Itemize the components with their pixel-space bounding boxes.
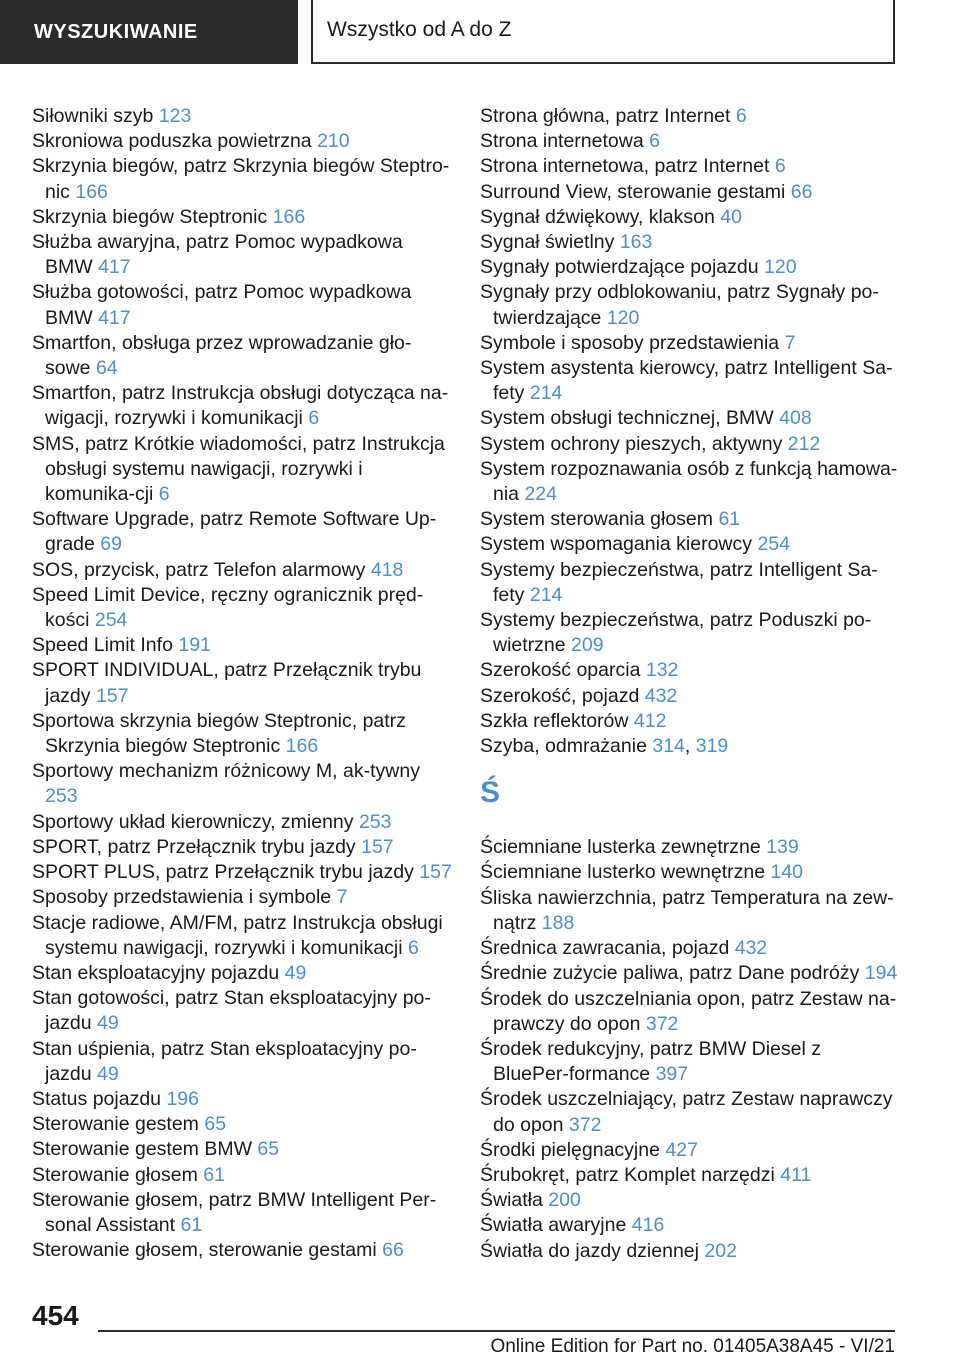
index-entry [480, 987, 900, 1037]
index-entry-text: Skroniowa poduszka powietrzna [32, 130, 312, 153]
index-entry [32, 1112, 452, 1137]
page-reference-link[interactable]: 253 [45, 785, 78, 808]
page-reference-link[interactable]: 254 [757, 533, 790, 556]
page-reference-link[interactable]: 61 [718, 508, 741, 531]
page-reference-link[interactable]: 6 [774, 155, 786, 178]
index-entry [480, 1188, 900, 1213]
index-entry: Szyba, odmrażanie 314, 319 [480, 735, 729, 758]
page-reference-link[interactable]: 139 [766, 836, 799, 859]
index-entry-text: Ściemniane lusterka zewnętrzne [480, 836, 761, 859]
page-reference-link[interactable]: 61 [203, 1163, 225, 1186]
index-entry [32, 154, 452, 204]
index-entry [32, 381, 452, 431]
index-entry-text: Średnica zawracania, pojazd [480, 937, 730, 960]
index-entry-text: Sygnały przy odblokowaniu, patrz Sygnały po‐twierdzające [480, 281, 879, 329]
index-entry-text: Sposoby przedstawienia i symbole [32, 886, 332, 909]
index-entry [32, 583, 452, 633]
index-entry-text: System ochrony pieszych, aktywny [480, 432, 783, 455]
index-entry [32, 759, 452, 809]
page-reference-link[interactable]: 6 [158, 483, 170, 506]
index-entry [480, 1037, 900, 1087]
index-entry-text: Siłowniki szyb [32, 105, 154, 127]
index-entry [480, 331, 900, 356]
index-entry [480, 961, 900, 986]
index-entry [32, 1238, 452, 1263]
page-reference-link[interactable]: 6 [408, 936, 419, 959]
index-entry-text: Szyba, odmrażanie [480, 735, 647, 758]
index-entry-text: SPORT PLUS, patrz Przełącznik trybu jazdy [32, 861, 414, 884]
index-entry [480, 860, 900, 885]
index-entry-text: Skrzynia biegów Steptronic [32, 205, 268, 228]
page-reference-link[interactable]: 7 [336, 886, 348, 909]
index-entry-text: Ściemniane lusterko wewnętrzne [480, 861, 766, 884]
index-entry-text: Speed Limit Device, ręczny ogranicznik pręd‐kości [32, 583, 424, 632]
index-entry-text: Szkła reflektorów [480, 709, 629, 732]
index-entry [32, 860, 452, 885]
index-entry-text: System rozpoznawania osób z funkcją hamowa‐nia [480, 457, 898, 506]
page-reference-link[interactable]: 209 [571, 634, 604, 657]
index-entry-text: Szerokość, pojazd [480, 684, 640, 707]
section-letter-heading: Ś [480, 776, 501, 810]
index-entry [480, 1239, 900, 1264]
index-entry [32, 658, 452, 708]
footer-edition-text: Online Edition for Part no. 01405A38A45 - VI/21 [490, 1336, 895, 1357]
index-entry-text: Skrzynia biegów, patrz Skrzynia biegów Steptro‐nic [32, 155, 450, 203]
index-entry-text: Sygnał świetlny [480, 231, 615, 254]
page-reference-link[interactable]: 411 [780, 1163, 812, 1186]
index-entry-text: Software Upgrade, patrz Remote Software Up‐grade [32, 508, 437, 556]
page-reference-link[interactable]: 65 [257, 1138, 280, 1161]
page-reference-link[interactable]: 6 [308, 407, 320, 430]
index-entry-text: Środki pielęgnacyjne [480, 1138, 660, 1161]
index-entry [32, 709, 452, 759]
page-reference-link[interactable]: 432 [734, 937, 768, 960]
index-entry [32, 961, 452, 986]
page-reference-link[interactable]: 196 [166, 1087, 199, 1110]
index-entry-text: Światła [480, 1189, 543, 1212]
index-entry-text: SOS, przycisk, patrz Telefon alarmowy [32, 558, 366, 581]
page-reference-link[interactable]: 163 [619, 231, 653, 254]
page-reference-link[interactable]: 319 [695, 735, 729, 758]
page-reference-link[interactable]: 7 [784, 331, 796, 354]
index-entry [480, 658, 900, 683]
page-reference-link[interactable]: 416 [631, 1214, 665, 1237]
index-entry-text: Sterowanie gestem BMW [32, 1138, 252, 1161]
index-entry-text: Speed Limit Info [32, 634, 173, 657]
page-reference-link[interactable]: 49 [97, 1012, 119, 1035]
index-entry [480, 406, 900, 431]
page-reference-link[interactable]: 408 [779, 407, 812, 430]
page-reference-link[interactable]: 166 [75, 180, 108, 203]
page-reference-link[interactable]: 372 [568, 1113, 602, 1136]
index-entry-text: Sportowy mechanizm różnicowy M, ak‐tywny [32, 760, 420, 783]
index-entry-text: Surround View, sterowanie gestami [480, 180, 786, 203]
page-reference-link[interactable]: 200 [548, 1189, 581, 1212]
index-entry-text: Środek redukcyjny, patrz BMW Diesel z BluePer‐formance [480, 1037, 821, 1086]
page-reference-link[interactable]: 123 [158, 105, 192, 127]
index-entry-text: Stan eksploatacyjny pojazdu [32, 961, 280, 984]
page-reference-link[interactable]: 49 [284, 961, 307, 984]
page-reference-link[interactable]: 64 [95, 357, 118, 380]
page-reference-link[interactable]: 397 [655, 1063, 689, 1086]
index-entry [480, 684, 900, 709]
page-number: 454 [32, 1300, 79, 1331]
page-reference-link[interactable]: 253 [358, 810, 392, 833]
page-reference-link[interactable]: 40 [720, 205, 742, 228]
index-entry-text: Sygnały potwierdzające pojazdu [480, 256, 759, 279]
index-entry [480, 356, 900, 406]
page-reference-link[interactable]: 6 [649, 130, 660, 153]
index-entry [32, 205, 452, 230]
page-reference-link[interactable]: 188 [541, 911, 575, 934]
page-reference-link[interactable]: 202 [704, 1239, 737, 1262]
index-entry-text: Szerokość oparcia [480, 659, 641, 682]
index-entry-text: Strona internetowa [480, 130, 644, 153]
index-entry [480, 280, 900, 330]
page-reference-link[interactable]: 191 [178, 634, 211, 657]
page-reference-link[interactable]: 157 [419, 861, 452, 884]
index-entry-text: Sterowanie gestem [32, 1113, 199, 1136]
page-reference-link[interactable]: 61 [180, 1213, 203, 1236]
index-entry [32, 432, 452, 508]
index-column-right [480, 104, 900, 1264]
page-reference-link[interactable]: 66 [382, 1239, 404, 1262]
index-entry-text: SPORT, patrz Przełącznik trybu jazdy [32, 835, 356, 858]
page-reference-link[interactable]: 157 [95, 684, 129, 707]
index-entry-text: Smartfon, obsługa przez wprowadzanie gło‐sowe [32, 331, 412, 380]
index-entry [32, 1037, 452, 1087]
index-entry [32, 1163, 452, 1188]
index-entry-text: SPORT INDIVIDUAL, patrz Przełącznik trybu jazdy [32, 659, 422, 707]
index-entry-text: Symbole i sposoby przedstawienia [480, 331, 780, 354]
index-entry [480, 104, 900, 129]
page-reference-link[interactable]: 120 [606, 306, 640, 329]
page-reference-link[interactable]: 427 [665, 1138, 698, 1161]
page-reference-link[interactable]: 254 [94, 609, 128, 632]
index-entry [480, 1138, 900, 1163]
index-entry-text: Służba awaryjna, patrz Pomoc wypadkowa BMW [32, 231, 403, 279]
index-entry [32, 104, 452, 129]
index-entry [480, 558, 900, 608]
index-entry-text: System obsługi technicznej, BMW [480, 407, 774, 430]
index-entry [32, 129, 452, 154]
index-entry [480, 608, 900, 658]
index-entry [480, 432, 900, 457]
index-entry-text: Służba gotowości, patrz Pomoc wypadkowa BMW [32, 281, 412, 329]
index-entry [32, 558, 452, 583]
index-entry-text: Śrubokręt, patrz Komplet narzędzi [480, 1163, 775, 1186]
index-entry-text: Strona główna, patrz Internet [480, 105, 731, 127]
index-entry [480, 154, 900, 179]
index-entry-text: Smartfon, patrz Instrukcja obsługi dotycząca na‐wigacji, rozrywki i komunikacji [32, 382, 449, 430]
page-reference-link[interactable]: 194 [864, 962, 898, 985]
page-reference-link[interactable]: 49 [97, 1062, 119, 1085]
page-reference-link[interactable]: 65 [204, 1113, 227, 1136]
index-entry-text: Środek do uszczelniania opon, patrz Zestaw na‐prawczy do opon [480, 987, 897, 1035]
footer-divider [98, 1330, 895, 1332]
index-entry-text: Stacje radiowe, AM/FM, patrz Instrukcja obsługi systemu nawigacji, rozrywki i komunikacji [32, 911, 443, 959]
index-entry-text: Sterowanie głosem [32, 1163, 198, 1186]
page-reference-link[interactable]: 417 [98, 256, 131, 279]
page-reference-link[interactable]: 372 [645, 1012, 679, 1035]
index-entry [32, 507, 452, 557]
header-title: Wszystko od A do Z [327, 18, 512, 41]
index-entry [480, 709, 900, 734]
page-reference-link[interactable]: 214 [529, 583, 563, 606]
index-entry-text: Sterowanie głosem, sterowanie gestami [32, 1239, 377, 1262]
index-entry [480, 180, 900, 205]
page-reference-link[interactable]: 412 [633, 709, 667, 732]
index-entry-text: SMS, patrz Krótkie wiadomości, patrz Instrukcja obsługi systemu nawigacji, rozrywki i komunika‐cji [32, 432, 445, 506]
page-reference-link[interactable]: 132 [645, 659, 679, 682]
index-column-left [32, 104, 452, 1263]
index-entry [32, 810, 452, 835]
index-entry [32, 331, 452, 381]
page-reference-link[interactable]: 314 [652, 735, 685, 758]
index-entry-text: Średnie zużycie paliwa, patrz Dane podróży [480, 962, 860, 985]
index-entry-text: System asystenta kierowcy, patrz Intelligent Sa‐fety [480, 357, 893, 405]
index-entry [480, 936, 900, 961]
page-reference-link[interactable]: 214 [529, 382, 563, 405]
page-reference-link[interactable]: 212 [787, 432, 821, 455]
index-entry-text: Sportowa skrzynia biegów Steptronic, patrz Skrzynia biegów Steptronic [32, 709, 406, 758]
index-entry [480, 205, 900, 230]
index-entry [480, 1213, 900, 1238]
index-entry [480, 129, 900, 154]
index-entry [480, 255, 900, 280]
index-entry [32, 1188, 452, 1238]
index-entry-text: Systemy bezpieczeństwa, patrz Intelligent Sa‐fety [480, 558, 878, 606]
index-entry-text: Stan gotowości, patrz Stan eksploatacyjny po‐jazdu [32, 987, 431, 1035]
header-section-label: WYSZUKIWANIE [34, 21, 198, 43]
index-entry-text: Status pojazdu [32, 1087, 162, 1110]
index-entry [480, 835, 900, 860]
page-reference-link[interactable]: 166 [285, 735, 319, 758]
page-reference-link[interactable]: 6 [735, 105, 747, 127]
index-entry [480, 507, 900, 532]
page-reference-link[interactable]: 157 [361, 835, 394, 858]
page-reference-link[interactable]: 69 [100, 533, 122, 556]
index-entry-text: Sterowanie głosem, patrz BMW Intelligent Per‐sonal Assistant [32, 1188, 437, 1236]
page-reference-link[interactable]: 417 [98, 306, 131, 329]
page-reference-link[interactable]: 210 [317, 130, 350, 153]
index-entry [32, 230, 452, 280]
page-reference-link[interactable]: 224 [524, 483, 557, 506]
index-entry [32, 633, 452, 658]
index-entry [32, 835, 452, 860]
page-reference-link[interactable]: 418 [370, 558, 404, 581]
index-entry-text: Systemy bezpieczeństwa, patrz Poduszki po‐wietrzne [480, 609, 872, 657]
index-entry-text: Strona internetowa, patrz Internet [480, 155, 770, 178]
index-entry [32, 1087, 452, 1112]
index-entry-text: Światła do jazdy dziennej [480, 1239, 699, 1262]
index-entry-text: Światła awaryjne [480, 1214, 627, 1237]
index-entry [32, 885, 452, 910]
header-title-tab [311, 0, 895, 64]
header-section-tab [0, 0, 298, 64]
index-entry-text: Śliska nawierzchnia, patrz Temperatura na zew‐nątrz [480, 886, 894, 934]
index-entry-text: Sygnał dźwiękowy, klakson [480, 205, 715, 228]
index-entry-text: Sportowy układ kierowniczy, zmienny [32, 810, 354, 833]
index-entry-text: Środek uszczelniający, patrz Zestaw naprawczy do opon [480, 1088, 893, 1136]
index-entry [480, 1163, 900, 1188]
index-entry [32, 1137, 452, 1162]
index-entry [480, 886, 900, 936]
page-reference-link[interactable]: 432 [644, 684, 678, 707]
index-entry-text: System sterowania głosem [480, 508, 714, 531]
index-entry [480, 457, 900, 507]
index-entry-text: Stan uśpienia, patrz Stan eksploatacyjny po‐jazdu [32, 1037, 417, 1085]
index-entry [32, 986, 452, 1036]
index-entry [480, 532, 900, 557]
index-entry-text: System wspomagania kierowcy [480, 533, 753, 556]
page-reference-link[interactable]: 166 [272, 205, 306, 228]
page-reference-link[interactable]: 140 [770, 861, 804, 884]
page-reference-link[interactable]: 120 [764, 256, 797, 279]
index-entry [480, 230, 900, 255]
page-reference-link[interactable]: 66 [790, 180, 813, 203]
index-entry [32, 911, 452, 961]
index-entry [32, 280, 452, 330]
index-entry [480, 1087, 900, 1137]
